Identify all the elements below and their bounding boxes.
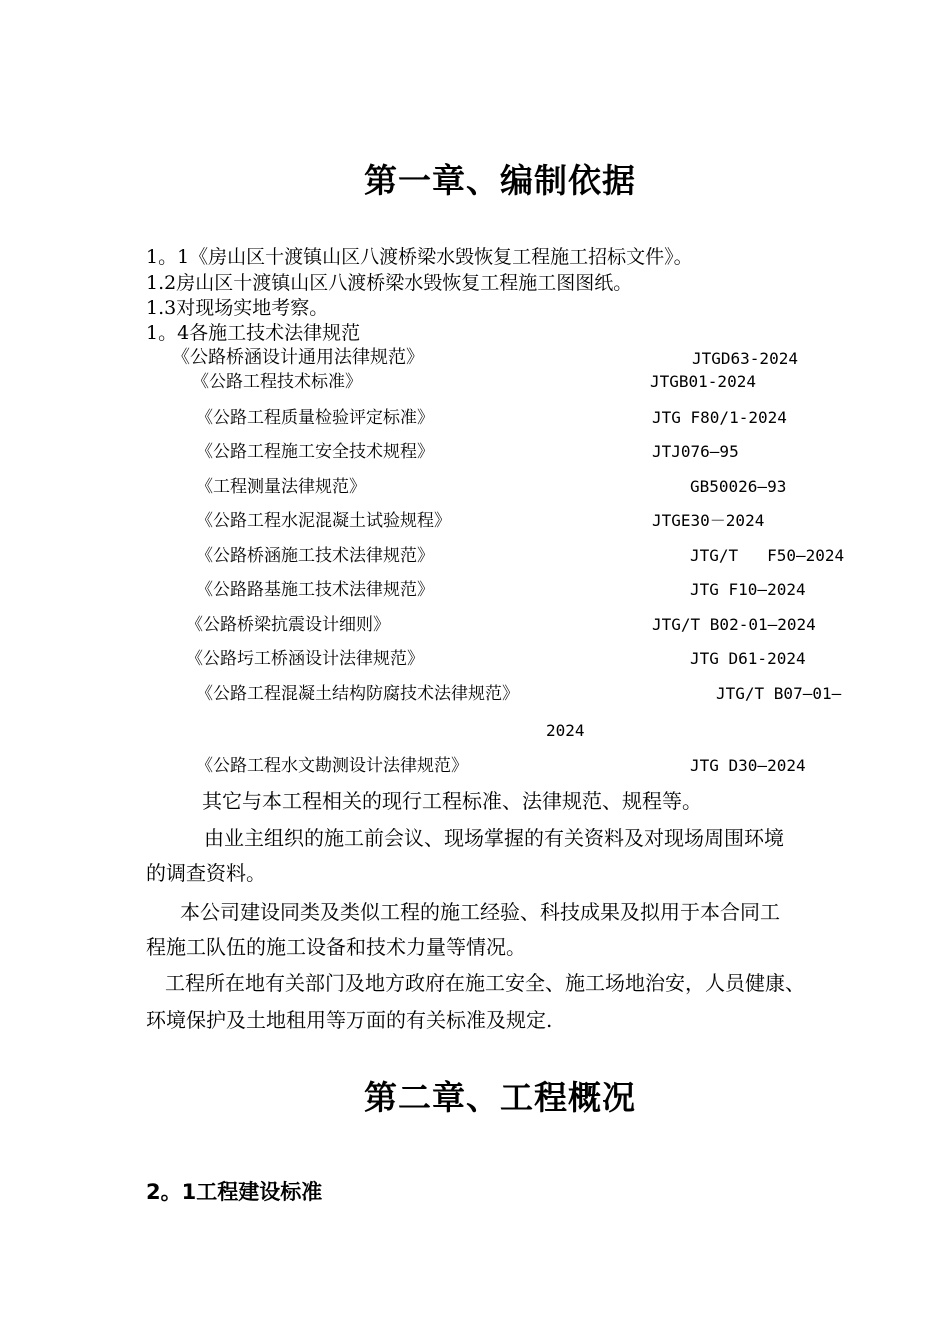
paragraph: 其它与本工程相关的现行工程标准、法律规范、规程等。	[202, 789, 702, 813]
standard-code: JTGD63-2024	[692, 349, 798, 368]
basis-item-2: 1.2房山区十渡镇山区八渡桥梁水毁恢复工程施工图图纸。	[146, 272, 633, 294]
standard-code-continued: 2024	[546, 721, 585, 740]
standard-code: JTG D30—2024	[690, 756, 806, 775]
standard-code: JTG F10—2024	[690, 580, 806, 599]
standard-code: JTGE30－2024	[652, 511, 765, 530]
section-heading: 2。1工程建设标准	[146, 1180, 323, 1204]
chapter-2-title: 第二章、工程概况	[364, 1078, 636, 1117]
paragraph: 程施工队伍的施工设备和技术力量等情况。	[146, 935, 526, 959]
standard-name: 《公路桥梁抗震设计细则》	[186, 615, 390, 635]
standard-name: 《公路路基施工技术法律规范》	[196, 580, 434, 600]
paragraph: 本公司建设同类及类似工程的施工经验、科技成果及拟用于本合同工	[180, 900, 780, 924]
standard-code: JTG F80/1-2024	[652, 408, 787, 427]
standard-name: 《公路工程施工安全技术规程》	[196, 442, 434, 462]
standard-name: 《公路桥涵设计通用法律规范》	[172, 347, 424, 368]
chapter-1-title: 第一章、编制依据	[364, 161, 636, 200]
standard-name: 《公路桥涵施工技术法律规范》	[196, 546, 434, 566]
standard-code: JTG/T B02-01—2024	[652, 615, 816, 634]
paragraph: 工程所在地有关部门及地方政府在施工安全、施工场地治安，人员健康、	[165, 971, 805, 995]
basis-item-4: 1。4各施工技术法律规范	[146, 322, 361, 344]
basis-item-3: 1.3对现场实地考察。	[146, 297, 329, 319]
standard-name: 《公路工程技术标准》	[192, 372, 362, 392]
paragraph: 由业主组织的施工前会议、现场掌握的有关资料及对现场周围环境	[204, 826, 784, 850]
paragraph: 环境保护及土地租用等万面的有关标准及规定.	[146, 1008, 553, 1032]
paragraph: 的调查资料。	[146, 861, 266, 885]
standard-name: 《公路工程水文勘测设计法律规范》	[196, 756, 468, 776]
standard-code: JTGB01-2024	[650, 372, 756, 391]
standard-code: GB50026—93	[690, 477, 787, 496]
basis-item-1: 1。1《房山区十渡镇山区八渡桥梁水毁恢复工程施工招标文件》。	[146, 246, 693, 268]
standard-name: 《公路工程混凝土结构防腐技术法律规范》	[196, 684, 519, 704]
standard-code: JTG/T B07—01—	[716, 684, 842, 703]
standard-name: 《公路圬工桥涵设计法律规范》	[186, 649, 424, 669]
standard-code: JTG D61-2024	[690, 649, 806, 668]
standard-code: JTJ076—95	[652, 442, 739, 461]
standard-name: 《工程测量法律规范》	[196, 477, 366, 497]
standard-name: 《公路工程质量检验评定标准》	[196, 408, 434, 428]
standard-name: 《公路工程水泥混凝土试验规程》	[196, 511, 451, 531]
standard-code: JTG/T F50—2024	[690, 546, 845, 565]
